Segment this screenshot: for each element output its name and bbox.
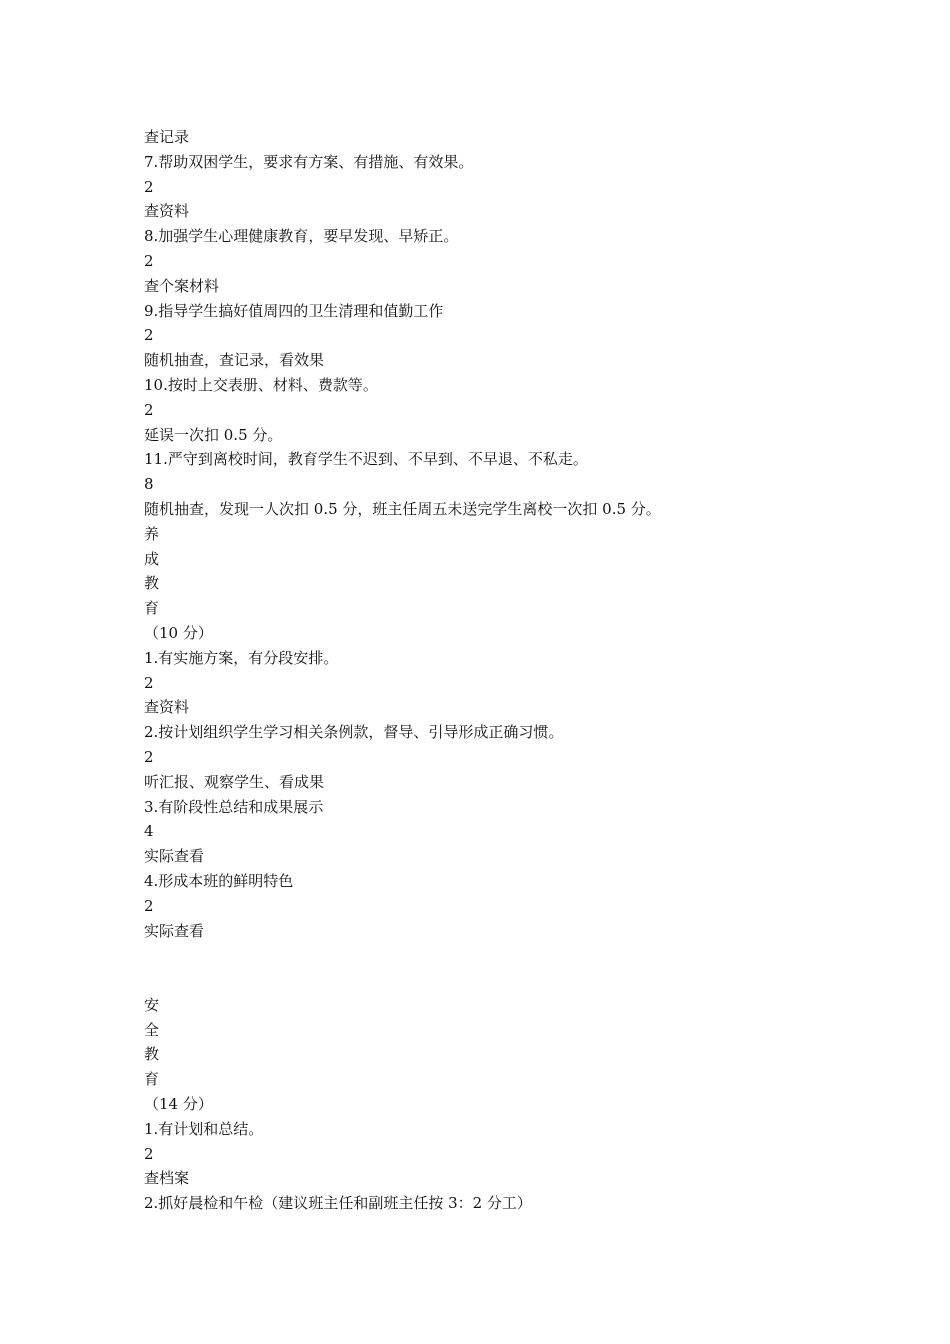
text-line: 延误一次扣 0.5 分。 [144,425,283,444]
text-line: 实际查看 [144,847,205,866]
text-line: 1.有计划和总结。 [144,1119,264,1138]
text-line: 教 [144,574,160,593]
text-line: 10.按时上交表册、材料、费款等。 [144,375,378,394]
text-line: 养 [144,524,160,543]
text-line: 查资料 [144,698,190,717]
text-line: 2 [144,177,154,196]
text-line: 2 [144,1144,154,1163]
text-line: 11.严守到离校时间，教育学生不迟到、不早到、不早退、不私走。 [144,450,588,469]
text-line: 查个案材料 [144,276,220,295]
text-line: 安 [144,995,160,1014]
text-line: 2.按计划组织学生学习相关条例款，督导、引导形成正确习惯。 [144,723,564,742]
text-line: 育 [144,1070,160,1089]
text-line: 4 [144,822,154,841]
text-line: 查资料 [144,202,190,221]
document-body [144,125,844,1216]
text-line: 2 [144,400,154,419]
text-line: 实际查看 [144,921,205,940]
text-line: 3.有阶段性总结和成果展示 [144,797,324,816]
text-line: 2 [144,896,154,915]
document-section-1 [144,125,844,943]
text-line: 查档案 [144,1169,190,1188]
text-line: 2.抓好晨检和午检（建议班主任和副班主任按 3：2 分工） [144,1194,532,1213]
text-line: 9.指导学生搞好值周四的卫生清理和值勤工作 [144,301,444,320]
text-line: 2 [144,673,154,692]
text-line: （10 分） [144,623,213,642]
text-line: 2 [144,747,154,766]
text-line: 全 [144,1020,160,1039]
text-line: 听汇报、观察学生、看成果 [144,772,325,791]
document-section-2 [144,993,844,1216]
text-line: 育 [144,599,160,618]
text-line: 2 [144,251,154,270]
text-line: 8 [144,475,154,494]
text-line: 7.帮助双困学生，要求有方案、有措施、有效果。 [144,152,474,171]
text-line: 8.加强学生心理健康教育，要早发现、早矫正。 [144,227,459,246]
blank-gap [144,943,844,993]
text-line: 教 [144,1045,160,1064]
text-line: 成 [144,549,160,568]
text-line: （14 分） [144,1095,213,1114]
text-line: 2 [144,326,154,345]
text-line: 查记录 [144,128,190,146]
text-line: 随机抽查，发现一人次扣 0.5 分，班主任周五未送完学生离校一次扣 0.5 分。 [144,499,661,518]
text-line: 4.形成本班的鲜明特色 [144,871,294,890]
text-line: 1.有实施方案，有分段安排。 [144,648,339,667]
text-line: 随机抽查，查记录，看效果 [144,351,325,370]
